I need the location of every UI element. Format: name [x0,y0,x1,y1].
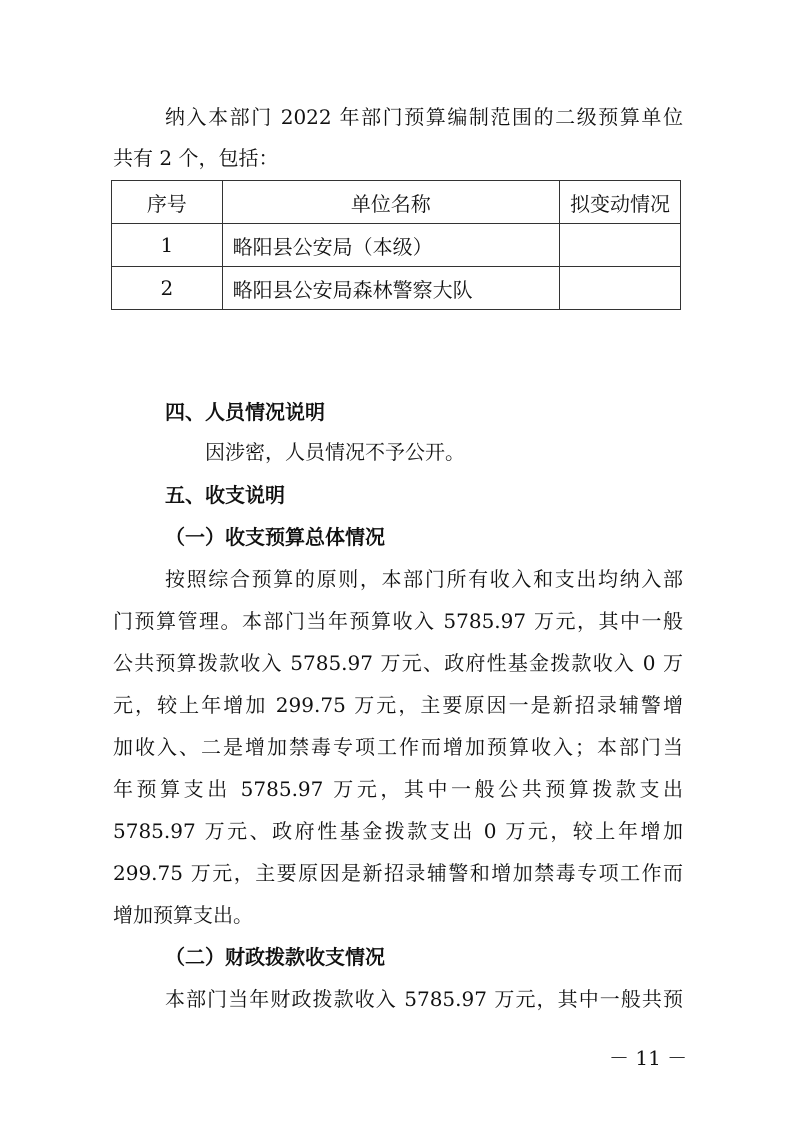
paragraph-line: 元，较上年增加 299.75 万元，主要原因一是新招录辅警增 [113,693,683,717]
row-change [560,224,681,267]
row-no: 2 [112,267,223,310]
intro-line-2: 共有 2 个，包括： [113,146,279,170]
row-no: 1 [112,224,223,267]
paragraph-line: 公共预算拨款收入 5785.97 万元、政府性基金拨款收入 0 万 [113,651,683,675]
row-change [560,267,681,310]
header-no: 序号 [112,181,223,224]
table-row [112,224,681,267]
paragraph-line: 本部门当年财政拨款收入 5785.97 万元，其中一般共预 [165,987,683,1011]
paragraph-line: 299.75 万元，主要原因是新招录辅警和增加禁毒专项工作而 [113,861,683,885]
section-5-1-heading: （一）收支预算总体情况 [165,525,385,549]
paragraph-line: 年预算支出 5785.97 万元，其中一般公共预算拨款支出 [113,777,683,801]
table-row [112,267,681,310]
budget-units-table [111,180,681,310]
table-header-row [112,181,681,224]
section-5-2-heading: （二）财政拨款收支情况 [165,945,385,969]
paragraph-line: 按照综合预算的原则，本部门所有收入和支出均纳入部 [165,567,683,591]
header-change: 拟变动情况 [560,181,681,224]
paragraph-line: 增加预算支出。 [113,903,253,927]
intro-line-1: 纳入本部门 2022 年部门预算编制范围的二级预算单位 [165,105,683,129]
paragraph-line: 门预算管理。本部门当年预算收入 5785.97 万元，其中一般 [113,609,683,633]
section-4-body: 因涉密，人员情况不予公开。 [205,440,465,464]
section-5-heading: 五、收支说明 [165,483,285,507]
page-number: － 11 － [609,1046,688,1070]
header-unit-name: 单位名称 [222,181,559,224]
row-unit-name: 略阳县公安局（本级） [222,224,559,267]
paragraph-line: 5785.97 万元、政府性基金拨款支出 0 万元，较上年增加 [113,819,683,843]
section-4-heading: 四、人员情况说明 [165,400,325,424]
row-unit-name: 略阳县公安局森林警察大队 [222,267,559,310]
paragraph-line: 加收入、二是增加禁毒专项工作而增加预算收入；本部门当 [113,735,683,759]
